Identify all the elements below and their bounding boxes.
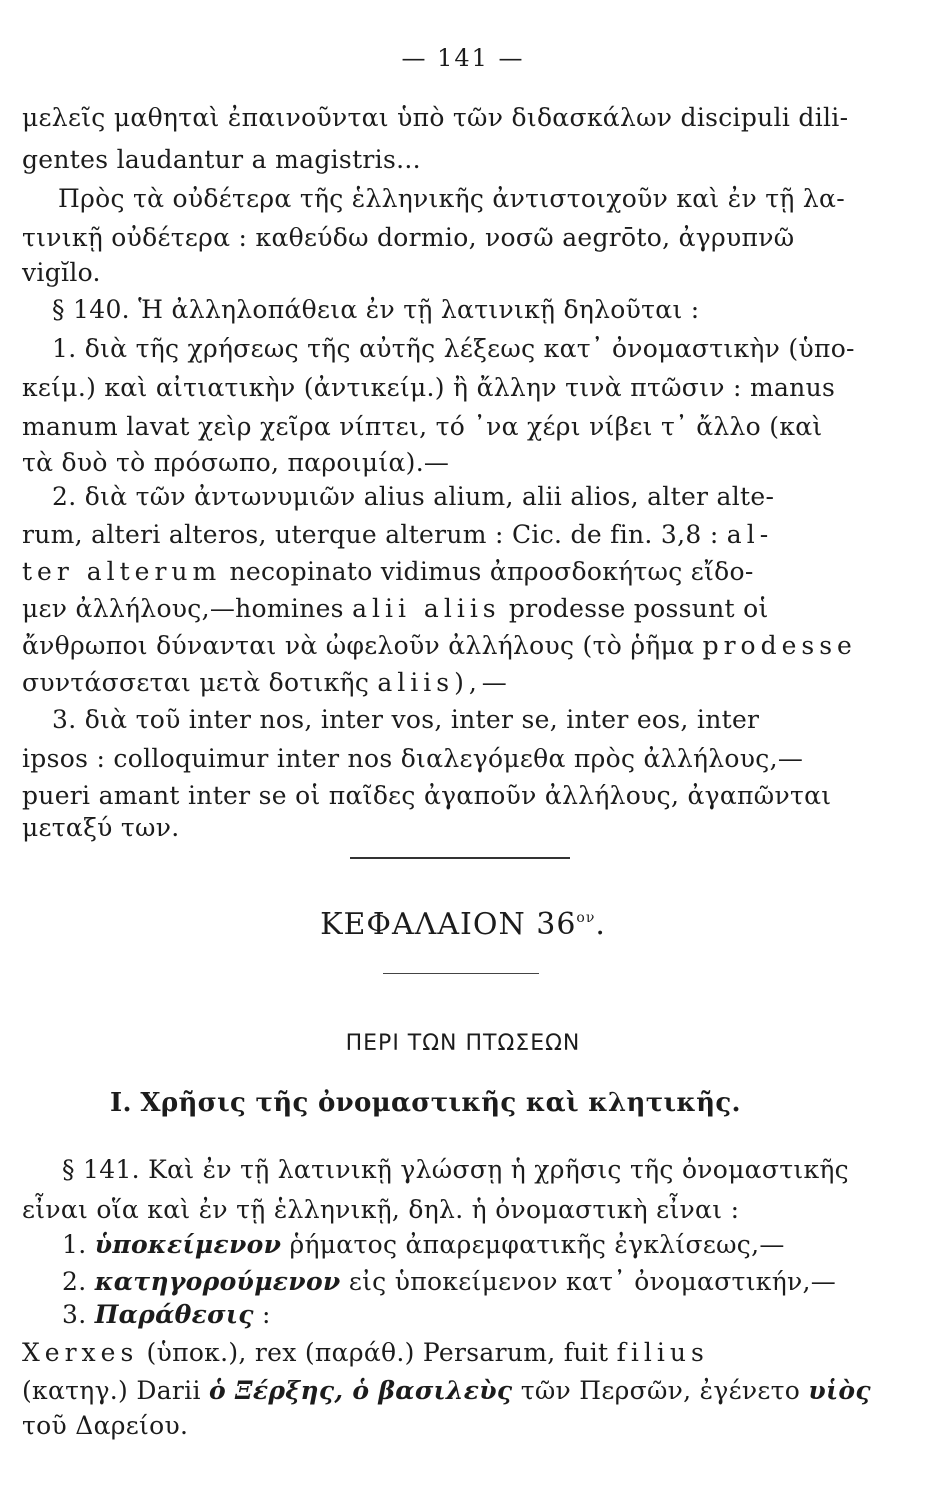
text-line: Πρὸς τὰ οὐδέτερα τῆς ἑλληνικῆς ἀντιστοιχοῦν καὶ ἐν τῇ λα- bbox=[58, 184, 845, 213]
text-line: ipsos : colloquimur inter nos διαλεγόμεθα πρὸς ἀλλήλους,— bbox=[22, 744, 804, 773]
text-line: pueri amant inter se οἱ παῖδες ἀγαποῦν ἀλλήλους, ἀγαπῶνται bbox=[22, 781, 832, 810]
spaced-text: ter alterum bbox=[22, 557, 222, 586]
text-span: : bbox=[262, 1300, 271, 1329]
text-line: τινικῇ οὐδέτερα : καθεύδω dormio, νοσῶ aegrōto, ἀγρυπνῶ bbox=[22, 223, 795, 252]
text-line bbox=[22, 667, 512, 699]
list-number: 3. bbox=[62, 1300, 87, 1329]
text-span: (ὑποκ.), rex (παράθ.) Persarum, fuit bbox=[146, 1338, 609, 1367]
text-line: μελεῖς μαθηταὶ ἐπαινοῦνται ὑπὸ τῶν διδασκάλων discipuli dili- bbox=[22, 103, 849, 132]
term: ὁ Ξέρξης, ὁ βασιλεὺς bbox=[209, 1376, 513, 1405]
text-span: prodesse possunt οἱ bbox=[508, 594, 769, 623]
text-line: εἶναι οἵα καὶ ἐν τῇ ἑλληνικῇ, δηλ. ἡ ὀνομαστικὴ εἶναι : bbox=[22, 1195, 740, 1224]
text-line: § 140. Ἡ ἀλληλοπάθεια ἐν τῇ λατινικῇ δηλοῦται : bbox=[52, 295, 700, 324]
section-number: I. bbox=[110, 1088, 132, 1118]
text-line bbox=[22, 519, 773, 551]
text-line bbox=[62, 1299, 271, 1331]
section-title: Χρῆσις τῆς ὀνομαστικῆς καὶ κλητικῆς. bbox=[140, 1088, 741, 1118]
text-line bbox=[22, 593, 769, 625]
text-line: μεταξύ των. bbox=[22, 813, 180, 842]
list-number: 2. bbox=[62, 1267, 87, 1296]
term: κατηγορούμενον bbox=[94, 1267, 341, 1296]
text-line: κείμ.) καὶ αἰτιατικὴν (ἀντικείμ.) ἢ ἄλλην τινὰ πτῶσιν : manus bbox=[22, 373, 836, 402]
text-line: gentes laudantur a magistris... bbox=[22, 145, 421, 174]
text-line: 3. διὰ τοῦ inter nos, inter vos, inter se, inter eos, inter bbox=[52, 705, 760, 734]
text-line bbox=[62, 1266, 836, 1298]
text-line bbox=[22, 1375, 871, 1407]
text-span: rum, alteri alteros, uterque alterum : Cic. de fin. 3,8 : bbox=[22, 520, 719, 549]
spaced-text: alii aliis bbox=[352, 594, 501, 623]
text-line: τὰ δυὸ τὸ πρόσωπο, παροιμία).— bbox=[22, 448, 450, 477]
term: υἱὸς bbox=[808, 1376, 871, 1405]
spaced-text: aliis),— bbox=[377, 668, 512, 697]
text-line: 2. διὰ τῶν ἀντωνυμιῶν alius alium, alii alios, alter alte- bbox=[52, 482, 775, 511]
chapter-title-sup: ον bbox=[576, 910, 596, 926]
text-span: εἰς ὑποκείμενον κατ᾿ ὀνομαστικήν,— bbox=[348, 1267, 837, 1296]
text-line: vigĭlo. bbox=[22, 258, 101, 287]
text-span: ἄνθρωποι δύνανται νὰ ὠφελοῦν ἀλλήλους (τὸ ῥῆμα bbox=[22, 631, 695, 660]
subheading: ΠΕΡΙ ΤΩΝ ΠΤΩΣΕΩΝ bbox=[345, 1031, 581, 1056]
spaced-text: prodesse bbox=[702, 631, 857, 660]
chapter-title-tail: . bbox=[595, 907, 606, 942]
page-number: — 141 — bbox=[401, 44, 525, 72]
text-line bbox=[22, 1337, 709, 1369]
spaced-text: filius bbox=[616, 1338, 709, 1367]
text-line bbox=[22, 556, 754, 588]
chapter-title-text: ΚΕΦΑΛΑΙΟΝ 36 bbox=[320, 907, 577, 942]
text-span: συντάσσεται μετὰ δοτικῆς bbox=[22, 668, 370, 697]
text-span: μεν ἀλλήλους,—homines bbox=[22, 594, 344, 623]
spaced-text: al- bbox=[726, 520, 774, 549]
divider bbox=[350, 857, 570, 859]
term: ὑποκείμενον bbox=[94, 1230, 282, 1259]
divider bbox=[383, 973, 539, 974]
section-heading bbox=[110, 1087, 741, 1119]
spaced-text: Xerxes bbox=[22, 1338, 139, 1367]
text-line: § 141. Καὶ ἐν τῇ λατινικῇ γλώσσῃ ἡ χρῆσις τῆς ὀνομαστικῆς bbox=[62, 1155, 849, 1184]
text-span: ῥήματος ἀπαρεμφατικῆς ἐγκλίσεως,— bbox=[289, 1230, 785, 1259]
text-line: τοῦ Δαρείου. bbox=[22, 1411, 189, 1440]
text-line: manum lavat χεὶρ χεῖρα νίπτει, τό ᾽να χέρι νίβει τ᾿ ἄλλο (καὶ bbox=[22, 412, 823, 441]
text-line bbox=[62, 1229, 785, 1261]
text-span: necopinato vidimus ἀπροσδοκήτως εἴδο- bbox=[229, 557, 754, 586]
chapter-title bbox=[0, 902, 926, 941]
text-span: (κατηγ.) Darii bbox=[22, 1376, 201, 1405]
text-span: τῶν Περσῶν, ἐγένετο bbox=[520, 1376, 801, 1405]
text-line: 1. διὰ τῆς χρήσεως τῆς αὐτῆς λέξεως κατ᾿ ὀνομαστικὴν (ὑπο- bbox=[52, 334, 855, 363]
list-number: 1. bbox=[62, 1230, 87, 1259]
text-line bbox=[22, 630, 857, 662]
term: Παράθεσις bbox=[94, 1300, 254, 1329]
